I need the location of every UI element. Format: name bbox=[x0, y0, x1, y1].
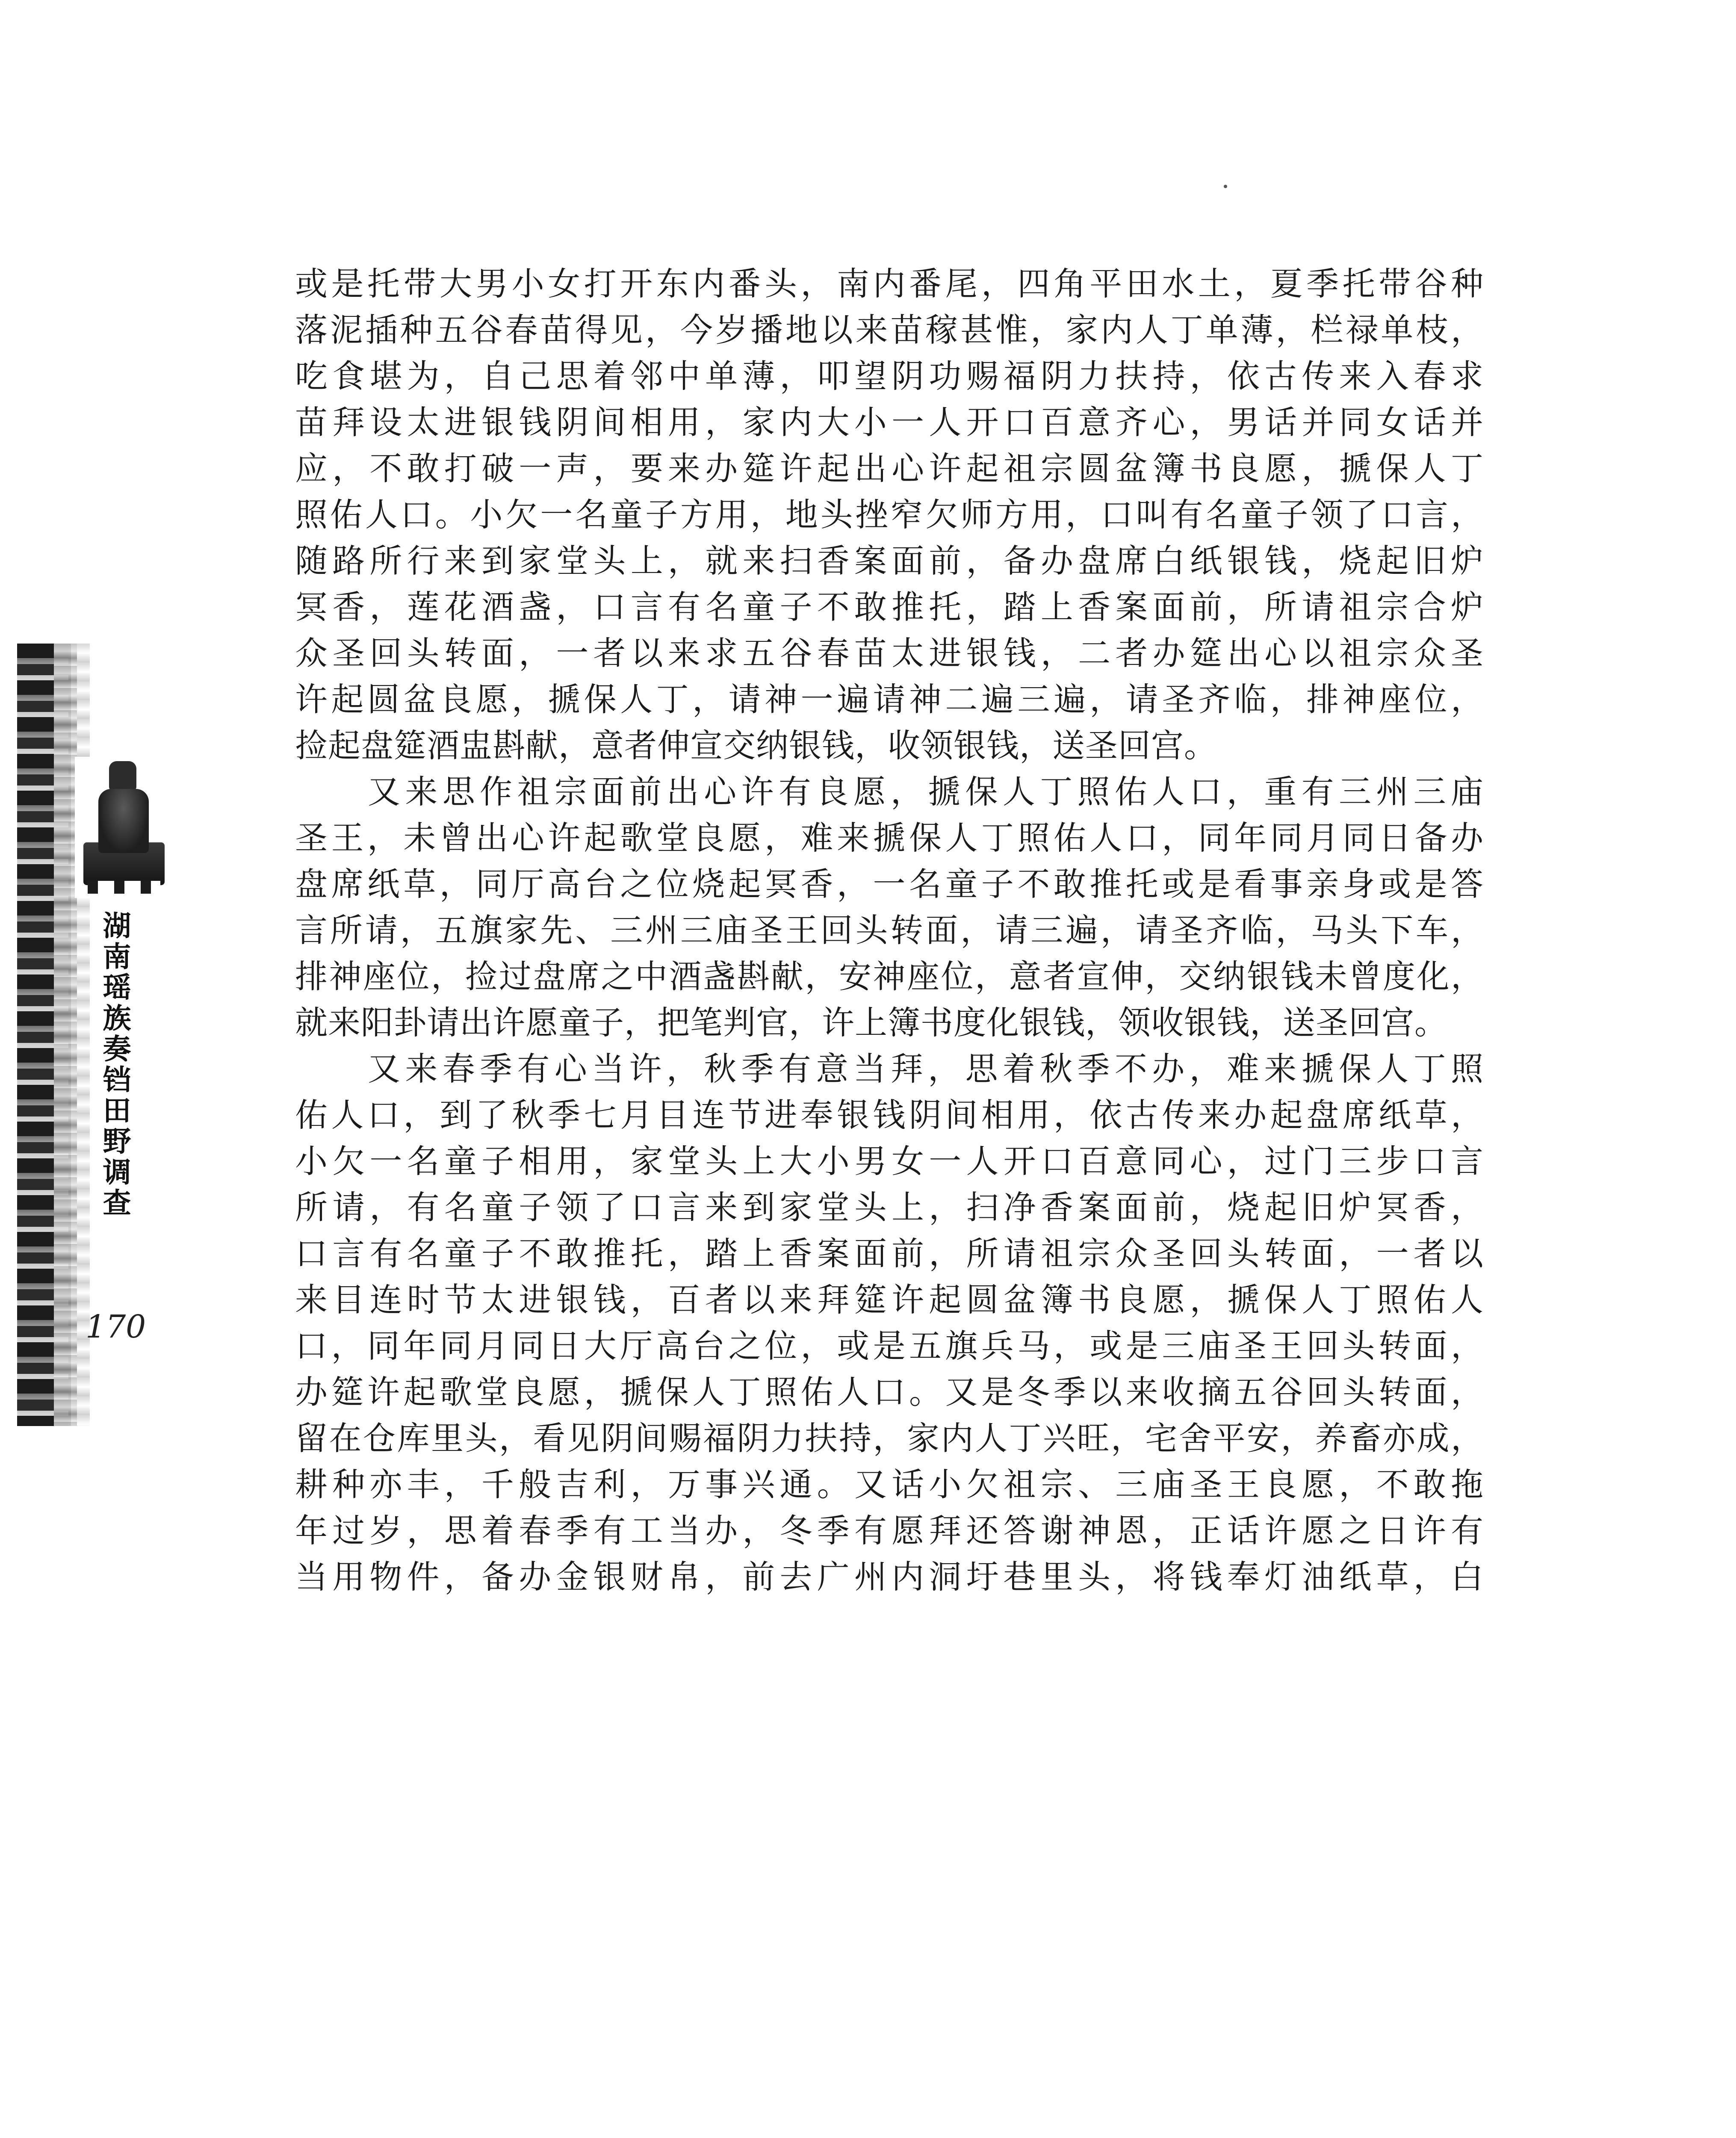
text-line: 又来思作祖宗面前出心许有良愿，搋保人丁照佑人口，重有三州三庙 bbox=[368, 773, 1484, 811]
text-line: 办筵许起歌堂良愿，搋保人丁照佑人口。又是冬季以来收摘五谷回头转面， bbox=[295, 1373, 1484, 1411]
text-line: 佑人口，到了秋季七月目连节进奉银钱阴间相用，依古传来办起盘席纸草， bbox=[295, 1096, 1484, 1134]
text-line: 口，同年同月同日大厅高台之位，或是五旗兵马，或是三庙圣王回头转面， bbox=[295, 1327, 1484, 1365]
text-line: 应，不敢打破一声，要来办筵许起出心许起祖宗圆盆簿书良愿，搋保人丁 bbox=[295, 449, 1484, 487]
decorative-border-pattern bbox=[54, 644, 78, 1426]
text-line: 或是托带大男小女打开东内番头，南内番尾，四角平田水土，夏季托带谷种 bbox=[295, 265, 1484, 303]
text-line: 圣王，未曾出心许起歌堂良愿，难来搋保人丁照佑人口，同年同月同日备办 bbox=[295, 819, 1484, 857]
text-line: 随路所行来到家堂头上，就来扫香案面前，备办盘席白纸银钱，烧起旧炉 bbox=[295, 542, 1484, 580]
text-line: 众圣回头转面，一者以来求五谷春苗太进银钱，二者办筵出心以祖宗众圣 bbox=[295, 634, 1484, 672]
seated-deity-figurine-image bbox=[75, 757, 173, 898]
text-line: 捡起盘筵酒盅斟献，意者伸宣交纳银钱，收领银钱，送圣回宫。 bbox=[295, 726, 1217, 765]
text-line: 许起圆盆良愿，搋保人丁，请神一遍请神二遍三遍，请圣齐临，排神座位， bbox=[295, 680, 1484, 718]
text-line: 口言有名童子不敢推托，踏上香案面前，所请祖宗众圣回头转面，一者以 bbox=[295, 1234, 1484, 1273]
text-line: 言所请，五旗家先、三州三庙圣王回头转面，请三遍，请圣齐临，马头下车， bbox=[295, 911, 1484, 949]
page-number: 170 bbox=[86, 1308, 146, 1345]
text-line: 又来春季有心当许，秋季有意当拜，思着秋季不办，难来搋保人丁照 bbox=[368, 1050, 1484, 1088]
text-line: 就来阳卦请出许愿童子，把笔判官，许上簿书度化银钱，领收银钱，送圣回宫。 bbox=[295, 1004, 1447, 1042]
paragraph bbox=[295, 1046, 1484, 1600]
text-line: 当用物件，备办金银财帛，前去广州内洞圩巷里头，将钱奉灯油纸草，白 bbox=[295, 1558, 1484, 1596]
series-title-vertical: 湖南瑶族奏铛田野调查 bbox=[98, 911, 131, 1219]
paragraph bbox=[295, 261, 1484, 769]
body-text bbox=[295, 261, 1484, 1600]
text-line: 小欠一名童子相用，家堂头上大小男女一人开口百意同心，过门三步口言 bbox=[295, 1142, 1484, 1180]
text-line: 苗拜设太进银钱阴间相用，家内大小一人开口百意齐心，男话并同女话并 bbox=[295, 403, 1484, 441]
text-line: 冥香，莲花酒盏，口言有名童子不敢推托，踏上香案面前，所请祖宗合炉 bbox=[295, 588, 1484, 626]
text-line: 来目连时节太进银钱，百者以来拜筵许起圆盆簿书良愿，搋保人丁照佑人 bbox=[295, 1281, 1484, 1319]
text-line: 吃食堪为，自己思着邻中单薄，叩望阴功赐福阴力扶持，依古传来入春求 bbox=[295, 357, 1484, 395]
paragraph bbox=[295, 769, 1484, 1046]
text-line: 耕种亦丰，千般吉利，万事兴通。又话小欠祖宗、三庙圣王良愿，不敢拖 bbox=[295, 1465, 1484, 1503]
scan-speck bbox=[1224, 185, 1227, 188]
text-line: 排神座位，捡过盘席之中酒盏斟献，安神座位，意者宣伸，交纳银钱未曾度化， bbox=[295, 957, 1484, 995]
text-line: 落泥插种五谷春苗得见，今岁播地以来苗稼甚惟，家内人丁单薄，栏禄单枝， bbox=[295, 311, 1484, 349]
text-line: 盘席纸草，同厅高台之位烧起冥香，一名童子不敢推托或是看事亲身或是答 bbox=[295, 865, 1484, 903]
text-line: 所请，有名童子领了口言来到家堂头上，扫净香案面前，烧起旧炉冥香， bbox=[295, 1188, 1484, 1226]
text-line: 年过岁，思着春季有工当办，冬季有愿拜还答谢神恩，正话许愿之日许有 bbox=[295, 1512, 1484, 1550]
text-line: 留在仓库里头，看见阴间赐福阴力扶持，家内人丁兴旺，宅舍平安，养畜亦成， bbox=[295, 1419, 1484, 1457]
text-line: 照佑人口。小欠一名童子方用，地头挫窄欠师方用，口叫有名童子领了口言， bbox=[295, 496, 1484, 534]
